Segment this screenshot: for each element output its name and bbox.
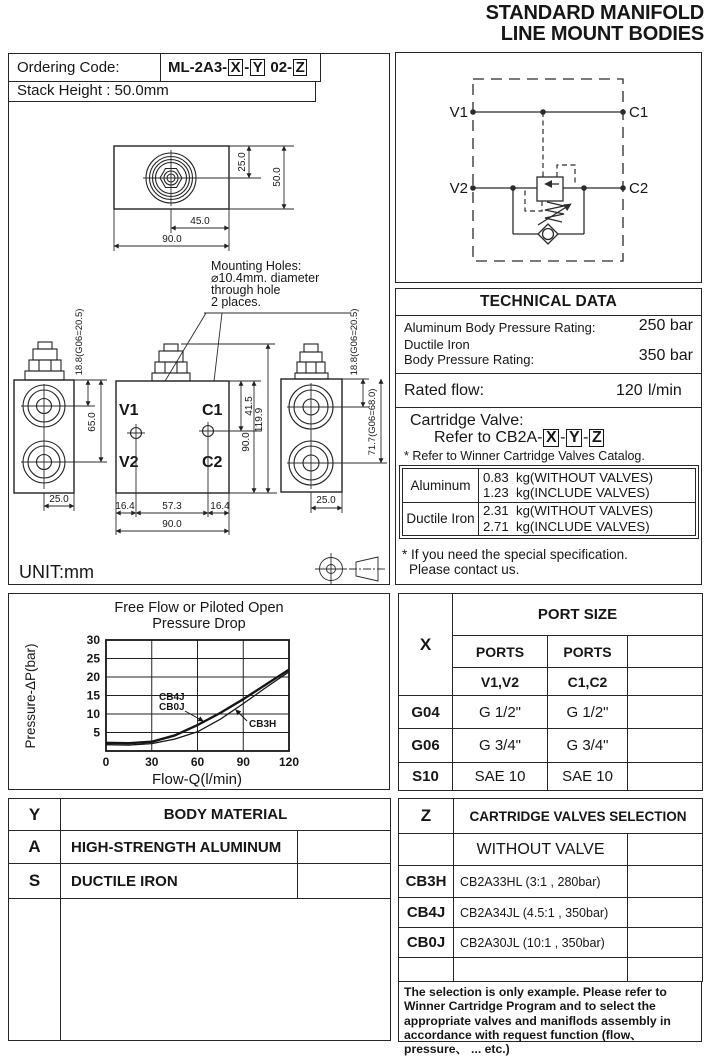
table-row (399, 928, 703, 958)
right-side-view (281, 309, 387, 513)
selection-note: The selection is only example. Please refer to Winner Cartridge Program and to select the appropriate valves and maniflods assembly in accordance with request function (flow、pressure、 ... etc.) (398, 981, 702, 1042)
projection-target-icon (315, 553, 347, 584)
table-row (399, 729, 703, 763)
special-note-line1: * If you need the special specification. (402, 547, 628, 562)
x-tick-label: 60 (190, 755, 205, 769)
weight-values-aluminum (479, 469, 696, 503)
chart-title: Free Flow or Piloted Open (114, 600, 284, 616)
projection-cone-icon (349, 557, 385, 581)
port-size-title: PORT SIZE (453, 594, 703, 636)
pressure-drop-chart (9, 594, 388, 788)
empty-cell (61, 899, 391, 1041)
valve-code: CB3H (399, 866, 454, 898)
mounting-note-line1: Mounting Holes: (211, 259, 302, 273)
empty-cell (399, 834, 454, 866)
dim-front-width: 90.0 (162, 519, 182, 530)
mounting-note-line4: 2 places. (211, 295, 262, 309)
curve-label: CB0J (159, 702, 185, 713)
port-row-v: G 1/2" (453, 696, 548, 729)
rated-flow-label: Rated flow: (404, 382, 485, 399)
cartridge-x-box: X (543, 429, 559, 447)
material-code: A (9, 831, 61, 864)
y-tick-label: 20 (86, 670, 100, 684)
dim-topview-offset-y: 25.0 (237, 152, 248, 172)
catalog-note: * Refer to Winner Cartridge Valves Catalog. (404, 449, 645, 463)
x-tick-label: 120 (278, 755, 300, 769)
y-axis-label: Pressure-ΔP(bar) (23, 643, 38, 749)
x-axis-label: Flow-Q(l/min) (152, 771, 242, 788)
counterbalance-valve-symbol (525, 165, 575, 225)
ordering-y-box: Y (250, 59, 265, 76)
material-name: DUCTILE IRON (61, 864, 298, 899)
body-material-corner-y: Y (9, 799, 61, 831)
valve-desc: CB2A33HL (3:1 , 280bar) (454, 866, 628, 898)
port-row-code: G04 (399, 696, 453, 729)
ordering-z-box: Z (293, 59, 307, 76)
divider (396, 373, 701, 374)
dim-front-body-height: 90.0 (241, 432, 252, 452)
ordering-code-label: Ordering Code: (9, 54, 161, 81)
table-row (9, 831, 391, 864)
dim-left-port-span: 65.0 (87, 412, 98, 432)
mounting-note-line2: ⌀10.4mm. diameter (211, 271, 320, 285)
circuit-port-c2: C2 (629, 180, 649, 197)
technical-data-panel (395, 288, 702, 585)
dim-front-edge-right: 16.4 (210, 501, 230, 512)
empty-cell (628, 958, 703, 982)
cartridge-dash: - (560, 429, 566, 446)
y-tick-label: 15 (86, 688, 100, 703)
port-row-c: G 3/4" (548, 729, 628, 763)
weight-values-ductile (479, 502, 696, 536)
top-view (114, 146, 294, 251)
rated-flow-value: 120 (616, 382, 643, 399)
circuit-port-v2: V2 (449, 180, 468, 197)
ports-sub-v: V1,V2 (453, 668, 548, 696)
table-row (9, 899, 391, 1041)
weight-ductile-line2: 2.71 kg(INCLUDE VALVES) (483, 518, 650, 534)
curve-label: CB4J (159, 692, 185, 703)
rated-flow-unit: l/min (648, 382, 682, 399)
dim-topview-height: 50.0 (272, 167, 283, 187)
table-row (399, 763, 703, 791)
empty-cell (454, 958, 628, 982)
chart-title: Pressure Drop (152, 616, 246, 632)
technical-data-title: TECHNICAL DATA (396, 289, 701, 316)
aluminum-pressure-label: Aluminum Body Pressure Rating: (404, 320, 596, 335)
table-row (399, 594, 703, 636)
port-table-corner-x: X (399, 594, 453, 696)
weight-aluminum-line1: 0.83 kg(WITHOUT VALVES) (483, 469, 654, 485)
valve-desc: CB2A34JL (4.5:1 , 350bar) (454, 898, 628, 928)
ports-header-2: PORTS (548, 636, 628, 668)
dim-topview-width: 90.0 (162, 234, 182, 245)
annotation-arrow (185, 711, 203, 721)
body-material-title: BODY MATERIAL (61, 799, 391, 831)
port-row-code: G06 (399, 729, 453, 763)
ports-header-1: PORTS (453, 636, 548, 668)
table-row (399, 866, 703, 898)
empty-cell (628, 898, 703, 928)
valve-desc: CB2A30JL (10:1 , 350bar) (454, 928, 628, 958)
ductile-pressure-value: 350 bar (638, 347, 693, 364)
port-row-v: SAE 10 (453, 763, 548, 791)
table-row (9, 799, 391, 831)
y-tick-label: 30 (86, 633, 100, 647)
dim-left-half-width: 25.0 (49, 494, 69, 505)
empty-cell (628, 834, 703, 866)
check-valve-icon (538, 224, 558, 244)
ductile-pressure-label-1: Ductile Iron (404, 337, 470, 352)
cartridge-corner-z: Z (399, 799, 454, 834)
stack-height-row: Stack Height : 50.0mm (9, 82, 316, 102)
ordering-x-box: X (228, 59, 243, 76)
pressure-drop-chart-panel (8, 593, 390, 790)
table-row (399, 958, 703, 982)
cartridge-valve-label: Cartridge Valve: (410, 412, 524, 429)
cartridge-selection-title: CARTRIDGE VALVES SELECTION (454, 799, 703, 834)
adjustment-arrow-icon (538, 204, 571, 225)
dim-right-half-width: 25.0 (316, 495, 336, 506)
valve-stem (25, 342, 64, 380)
cartridge-z-box: Z (589, 429, 604, 447)
cartridge-valve-ref (434, 429, 605, 447)
drawing-panel (8, 53, 390, 585)
empty-cell (628, 866, 703, 898)
circuit-port-v1: V1 (449, 104, 468, 121)
front-port-c1: C1 (202, 402, 223, 419)
dim-front-hole-span: 57.3 (162, 501, 182, 512)
weight-ductile-line1: 2.31 kg(WITHOUT VALVES) (483, 503, 654, 519)
valve-code: CB4J (399, 898, 454, 928)
ordering-mid: 02- (266, 58, 293, 76)
port-size-table (398, 593, 702, 790)
y-tick-label: 10 (86, 707, 100, 721)
dim-front-total-height: 119.9 (254, 407, 265, 433)
material-code: S (9, 864, 61, 899)
cartridge-valves-section (398, 798, 702, 1056)
empty-cell (628, 928, 703, 958)
dim-right-port-span: 71.7(G06=68.0) (367, 388, 378, 456)
ordering-dash: - (244, 58, 250, 76)
dim-right-stem: 18.8(G06=20.5) (349, 308, 360, 376)
front-port-v1: V1 (119, 402, 139, 419)
valve-code: CB0J (399, 928, 454, 958)
ordering-prefix: ML-2A3- (168, 58, 228, 76)
ports-sub-c: C1,C2 (548, 668, 628, 696)
special-note-line2: Please contact us. (409, 562, 520, 577)
weight-material-ductile: Ductile Iron (403, 502, 479, 536)
empty-cell (628, 729, 703, 763)
table-row (399, 696, 703, 729)
empty-cell (298, 831, 391, 864)
page-title-line2: LINE MOUNT BODIES (500, 23, 704, 45)
page-title-line1: STANDARD MANIFOLD (485, 2, 704, 24)
ordering-code-row (9, 54, 321, 82)
dim-front-hole-offset: 41.5 (244, 396, 255, 416)
front-port-c2: C2 (202, 454, 223, 471)
x-tick-label: 30 (145, 755, 159, 769)
table-row (403, 502, 696, 536)
left-side-view (14, 309, 107, 511)
dim-front-edge-left: 16.4 (115, 501, 135, 512)
aluminum-pressure-value: 250 bar (638, 317, 693, 334)
without-valve-cell: WITHOUT VALVE (454, 834, 628, 866)
cartridge-ref-prefix: Refer to CB2A- (434, 429, 543, 446)
empty-cell (628, 636, 703, 668)
empty-cell (298, 864, 391, 899)
port-row-c: G 1/2" (548, 696, 628, 729)
x-tick-label: 90 (236, 755, 250, 769)
cartridge-y-box: Y (566, 429, 582, 447)
y-tick-label: 25 (86, 651, 100, 666)
front-port-v2: V2 (119, 454, 139, 471)
dim-left-stem: 18.8(G06=20.5) (74, 308, 85, 376)
circuit-port-c1: C1 (629, 104, 649, 121)
port-row-v: G 3/4" (453, 729, 548, 763)
table-row (403, 469, 696, 503)
x-tick-label: 0 (102, 755, 110, 769)
table-row (399, 898, 703, 928)
hydraulic-circuit-diagram (396, 53, 700, 281)
divider (396, 407, 701, 408)
table-row (9, 864, 391, 899)
dim-topview-offset-x: 45.0 (190, 216, 210, 227)
table-row (399, 799, 703, 834)
empty-cell (9, 899, 61, 1041)
ordering-code-value (161, 59, 308, 76)
empty-cell (399, 958, 454, 982)
technical-drawing (9, 102, 389, 584)
body-material-table (8, 798, 390, 1040)
empty-cell (628, 763, 703, 791)
valve-stem (295, 344, 328, 379)
mounting-note-line3: through hole (211, 283, 281, 297)
empty-cell (628, 696, 703, 729)
weight-table (399, 465, 699, 539)
page-title (486, 3, 704, 45)
table-row (399, 834, 703, 866)
weight-material-aluminum: Aluminum (403, 469, 479, 503)
weight-aluminum-line2: 1.23 kg(INCLUDE VALVES) (483, 485, 650, 501)
material-name: HIGH-STRENGTH ALUMINUM (61, 831, 298, 864)
unit-label: UNIT:mm (19, 562, 94, 582)
cartridge-dash: - (583, 429, 589, 446)
port-row-c: SAE 10 (548, 763, 628, 791)
annotation-arrow (236, 710, 247, 721)
front-view (115, 344, 277, 535)
ductile-pressure-label-2: Body Pressure Rating: (404, 352, 535, 367)
circuit-panel (395, 52, 702, 283)
y-tick-label: 5 (93, 725, 100, 740)
port-row-code: S10 (399, 763, 453, 791)
empty-cell (628, 668, 703, 696)
curve-label: CB3H (249, 719, 277, 730)
